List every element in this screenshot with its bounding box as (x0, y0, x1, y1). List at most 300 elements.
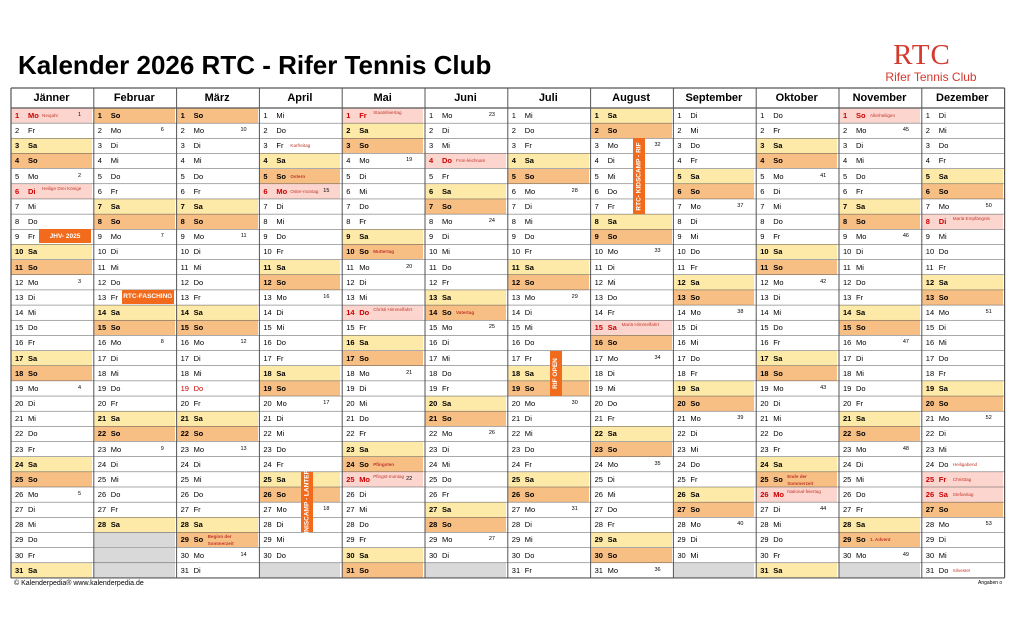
day-cell (425, 472, 506, 487)
day-cell (508, 290, 589, 305)
day-number: 3 (677, 141, 682, 151)
day-number: 17 (925, 353, 935, 363)
weekday: Di (607, 262, 615, 272)
day-number: 14 (180, 308, 189, 318)
weekday: Mo (359, 156, 370, 166)
week-number: 11 (240, 233, 247, 240)
weekday: Mi (938, 444, 947, 454)
day-cell (508, 229, 589, 244)
day-number: 5 (429, 171, 434, 181)
day-cell (591, 396, 672, 411)
day-number: 7 (263, 201, 268, 211)
day-number: 22 (760, 429, 769, 439)
day-number: 30 (263, 550, 272, 560)
day-number: 30 (511, 550, 521, 560)
day-cell (839, 108, 920, 123)
weekday: Fr (690, 262, 698, 272)
day-cell (177, 532, 258, 547)
day-number: 31 (594, 565, 603, 575)
day-cell (756, 138, 837, 153)
day-cell (425, 229, 506, 244)
day-cell (342, 153, 423, 168)
day-number: 11 (843, 262, 851, 272)
week-number: 16 (323, 293, 330, 300)
week-number: 8 (160, 339, 164, 346)
weekday: Mi (690, 550, 699, 560)
holiday-note: Mariä Empfängnis (952, 216, 990, 222)
month-column (839, 88, 920, 579)
day-cell (11, 260, 92, 275)
day-cell (177, 153, 258, 168)
day-number: 30 (843, 550, 852, 560)
day-cell (177, 229, 258, 244)
day-number: 21 (511, 414, 521, 424)
day-number: 23 (677, 444, 686, 454)
day-number: 8 (677, 217, 682, 227)
day-number: 10 (677, 247, 686, 257)
day-cell (756, 305, 837, 320)
day-cell (922, 214, 1003, 229)
month-column (425, 88, 506, 579)
day-cell (259, 169, 340, 184)
day-cell (94, 260, 175, 275)
day-cell (839, 244, 920, 259)
weekday: Fr (193, 505, 201, 515)
day-cell (94, 305, 175, 320)
weekday: Di (773, 505, 781, 515)
day-cell (756, 532, 837, 547)
day-number: 9 (843, 232, 848, 242)
day-number: 26 (594, 490, 603, 499)
day-cell (94, 472, 175, 487)
day-number: 17 (263, 353, 272, 363)
day-number: 3 (843, 141, 848, 151)
day-cell (591, 260, 672, 275)
weekday: Do (690, 141, 700, 151)
weekday: Sa (607, 429, 617, 439)
weekday: So (28, 474, 38, 484)
day-number: 5 (97, 171, 102, 181)
weekday: Fr (110, 292, 118, 302)
weekday: Mo (524, 292, 536, 302)
weekday: Fr (359, 429, 367, 439)
weekday: Di (524, 414, 532, 424)
weekday: Sa (28, 565, 38, 575)
weekday: Fr (690, 368, 698, 378)
weekday: So (442, 520, 452, 530)
day-cell (756, 411, 837, 426)
day-number: 3 (180, 141, 185, 151)
day-cell (425, 108, 506, 123)
weekday: Do (773, 111, 783, 120)
weekday: Mi (938, 550, 947, 560)
weekday: Di (773, 292, 781, 302)
weekday: Do (856, 171, 866, 181)
weekday: Sa (276, 474, 286, 484)
day-cell (259, 260, 340, 275)
day-cell (425, 184, 506, 199)
day-cell (259, 123, 340, 138)
day-number: 26 (346, 490, 355, 499)
day-number: 30 (346, 550, 355, 560)
weekday: Sa (276, 368, 286, 378)
day-cell (922, 411, 1003, 426)
holiday-note: Heiligabend (952, 461, 978, 467)
day-cell (673, 502, 754, 517)
day-number: 9 (760, 232, 765, 242)
day-number: 20 (843, 399, 852, 409)
day-cell (591, 169, 672, 184)
day-cell (591, 517, 672, 532)
day-number: 1 (843, 111, 848, 120)
day-number: 2 (15, 126, 20, 136)
day-cell (425, 396, 506, 411)
weekday: Mo (524, 399, 536, 409)
week-number: 49 (902, 551, 909, 558)
day-cell (177, 411, 258, 426)
day-number: 15 (15, 323, 24, 333)
weekday: Sa (110, 201, 120, 211)
day-cell (591, 290, 672, 305)
day-cell (94, 351, 175, 366)
day-cell (342, 184, 423, 199)
day-cell (94, 487, 175, 502)
weekday: Mi (276, 429, 285, 439)
day-number: 30 (429, 550, 438, 560)
day-number: 18 (97, 368, 107, 378)
day-cell (591, 487, 672, 502)
weekday: Sa (28, 353, 38, 363)
day-cell (508, 517, 589, 532)
day-number: 26 (263, 490, 272, 499)
weekday: Di (193, 565, 201, 575)
day-cell (756, 517, 837, 532)
day-cell (11, 169, 92, 184)
day-number: 21 (925, 414, 935, 424)
day-number: 12 (677, 277, 686, 287)
weekday: Fr (773, 444, 781, 454)
day-cell (94, 442, 175, 457)
weekday: So (938, 186, 949, 196)
day-cell (259, 517, 340, 532)
day-number: 18 (180, 368, 189, 378)
day-number: 11 (97, 262, 106, 272)
day-cell (425, 502, 506, 517)
day-cell (922, 381, 1003, 396)
day-number: 24 (15, 459, 24, 469)
day-number: 29 (180, 535, 189, 545)
day-cell (425, 214, 506, 229)
day-number: 13 (511, 292, 521, 302)
page-title: Kalender 2026 RTC - Rifer Tennis Club (18, 50, 492, 80)
day-cell (11, 153, 92, 168)
day-number: 11 (594, 262, 603, 272)
day-number: 31 (346, 565, 355, 575)
week-number: 34 (654, 354, 661, 361)
day-cell (756, 199, 837, 214)
day-cell (425, 442, 506, 457)
day-cell (673, 366, 754, 381)
day-cell (11, 108, 92, 123)
day-cell (342, 548, 423, 563)
day-number: 5 (925, 171, 930, 181)
day-number: 5 (180, 171, 185, 181)
day-number: 7 (511, 201, 516, 211)
day-number: 14 (925, 308, 935, 318)
day-cell (839, 123, 920, 138)
day-number: 10 (511, 247, 521, 257)
day-number: 12 (843, 277, 852, 287)
day-number: 24 (180, 459, 189, 469)
weekday: Sa (607, 323, 617, 333)
day-cell (839, 305, 920, 320)
weekday: Sa (28, 459, 38, 469)
day-cell (342, 229, 423, 244)
day-cell (922, 426, 1003, 441)
weekday: Sa (359, 550, 369, 560)
day-cell (342, 290, 423, 305)
weekday: Mo (359, 368, 370, 378)
weekday: Mi (524, 429, 533, 439)
day-cell (342, 502, 423, 517)
weekday: Do (28, 217, 38, 227)
day-number: 10 (925, 247, 935, 257)
day-cell (673, 381, 754, 396)
weekday: Sa (110, 414, 120, 424)
month-header: Mai (342, 88, 423, 108)
day-number: 10 (346, 247, 355, 257)
day-number: 3 (346, 141, 351, 151)
weekday: Sa (773, 353, 783, 363)
day-number: 23 (263, 444, 272, 454)
day-cell (756, 426, 837, 441)
day-cell (756, 457, 837, 472)
day-cell (11, 532, 92, 547)
weekday: Di (276, 414, 284, 424)
day-cell (591, 502, 672, 517)
day-number: 25 (511, 474, 521, 484)
day-cell (673, 244, 754, 259)
day-number: 20 (15, 399, 24, 409)
day-number: 5 (511, 171, 516, 181)
day-number: 25 (925, 474, 935, 484)
weekday: Mo (193, 550, 205, 560)
day-number: 29 (760, 535, 769, 545)
day-cell (839, 260, 920, 275)
day-number: 22 (594, 429, 603, 439)
day-number: 7 (180, 201, 185, 211)
day-cell (342, 457, 423, 472)
weekday: Fr (276, 141, 284, 151)
day-cell (591, 411, 672, 426)
weekday: Do (690, 459, 700, 469)
weekday: Fr (524, 353, 532, 363)
day-cell (342, 214, 423, 229)
day-cell (756, 275, 837, 290)
day-number: 20 (677, 399, 686, 409)
day-number: 21 (97, 414, 107, 424)
day-number: 18 (677, 368, 686, 378)
weekday: Di (359, 171, 367, 181)
weekday: Fr (524, 565, 532, 575)
weekday: Do (276, 444, 286, 454)
weekday: Fr (28, 126, 36, 136)
day-number: 19 (15, 383, 24, 393)
day-number: 22 (263, 429, 272, 439)
month-header: Dezember (922, 88, 1003, 108)
day-cell (342, 487, 423, 502)
day-cell (673, 214, 754, 229)
day-number: 3 (15, 141, 20, 151)
weekday: Fr (938, 156, 946, 166)
event-banner (301, 459, 313, 545)
empty-cell (94, 532, 175, 547)
day-number: 5 (677, 171, 682, 181)
weekday: Mo (856, 338, 867, 348)
day-number: 19 (843, 383, 852, 393)
day-number: 4 (97, 156, 102, 166)
day-number: 10 (594, 247, 603, 257)
day-cell (591, 275, 672, 290)
day-cell (508, 457, 589, 472)
weekday: Do (773, 323, 783, 333)
week-number: 15 (323, 187, 330, 194)
day-cell (591, 244, 672, 259)
weekday: Sa (524, 474, 534, 484)
day-cell (11, 502, 92, 517)
day-cell (11, 138, 92, 153)
day-number: 9 (15, 232, 20, 242)
holiday-note: Silvester (952, 567, 971, 573)
weekday: Sa (193, 520, 203, 530)
day-number: 15 (429, 323, 438, 333)
month-column (673, 88, 754, 579)
day-number: 3 (429, 141, 434, 151)
weekday: Sa (938, 171, 948, 181)
day-cell (11, 366, 92, 381)
day-number: 7 (15, 201, 20, 211)
day-cell (177, 366, 258, 381)
day-cell (425, 169, 506, 184)
event-label: RIF OPEN (552, 357, 560, 389)
weekday: Mo (442, 217, 453, 227)
day-cell (259, 366, 340, 381)
day-number: 30 (760, 550, 769, 560)
day-number: 11 (263, 262, 272, 272)
weekday: Sa (359, 444, 369, 454)
day-number: 17 (97, 353, 107, 363)
day-cell (11, 487, 92, 502)
weekday: Sa (110, 520, 120, 530)
day-cell (259, 487, 340, 502)
weekday: Mo (856, 444, 867, 454)
weekday: Mi (524, 535, 533, 545)
day-number: 24 (925, 459, 935, 469)
holiday-note: National-feiertag (787, 489, 821, 494)
weekday: Mo (773, 171, 784, 181)
day-cell (591, 426, 672, 441)
weekday: Do (276, 126, 286, 136)
day-number: 4 (677, 156, 682, 166)
day-cell (11, 411, 92, 426)
weekday: Di (607, 474, 615, 484)
weekday: Fr (359, 111, 367, 120)
day-number: 21 (263, 414, 272, 424)
holiday-note: Beginn der Sommerzeit (207, 534, 234, 547)
day-number: 2 (594, 126, 599, 136)
day-cell (756, 548, 837, 563)
day-cell (177, 290, 258, 305)
day-cell (756, 260, 837, 275)
day-number: 11 (429, 262, 437, 272)
day-number: 12 (760, 277, 769, 287)
day-cell (922, 563, 1003, 578)
day-number: 26 (429, 490, 438, 499)
holiday-note: Neujahr (42, 113, 59, 118)
day-number: 15 (925, 323, 935, 333)
day-cell (922, 138, 1003, 153)
weekday: Do (607, 399, 618, 409)
week-number: 20 (406, 263, 413, 270)
day-number: 19 (346, 383, 355, 393)
day-cell (425, 260, 506, 275)
day-number: 4 (180, 156, 185, 166)
day-number: 6 (346, 186, 351, 196)
weekday: Di (442, 444, 450, 454)
day-cell (839, 517, 920, 532)
day-number: 11 (511, 262, 520, 272)
weekday: Mi (856, 368, 864, 378)
day-cell (839, 138, 920, 153)
day-cell (11, 563, 92, 578)
weekday: So (28, 156, 38, 166)
weekday: Fr (773, 232, 781, 242)
weekday: Do (773, 535, 783, 545)
day-number: 25 (15, 474, 24, 484)
day-number: 25 (346, 474, 355, 484)
day-number: 10 (97, 247, 107, 257)
week-number: 24 (488, 218, 495, 225)
weekday: Mo (607, 353, 619, 363)
day-cell (922, 351, 1003, 366)
weekday: Mo (773, 490, 785, 499)
day-number: 2 (180, 126, 185, 136)
day-number: 26 (677, 490, 686, 499)
day-number: 20 (594, 399, 603, 409)
week-number: 10 (240, 127, 247, 134)
month-header: Oktober (756, 88, 837, 108)
weekday: So (690, 399, 700, 409)
weekday: Di (193, 247, 201, 257)
day-cell (839, 502, 920, 517)
weekday: Do (359, 308, 370, 318)
day-cell (591, 184, 672, 199)
weekday: Fr (110, 186, 118, 196)
weekday: Di (276, 308, 284, 318)
weekday: Fr (28, 338, 36, 348)
logo-sub-text: Rifer Tennis Club (885, 70, 977, 84)
day-number: 12 (97, 277, 107, 287)
day-number: 20 (180, 399, 189, 409)
day-cell (839, 214, 920, 229)
day-cell (342, 199, 423, 214)
weekday: Do (359, 520, 369, 530)
day-number: 28 (429, 520, 438, 530)
day-cell (673, 169, 754, 184)
weekday: Mi (359, 399, 368, 409)
weekday: Mo (607, 247, 619, 257)
day-number: 8 (760, 217, 765, 227)
